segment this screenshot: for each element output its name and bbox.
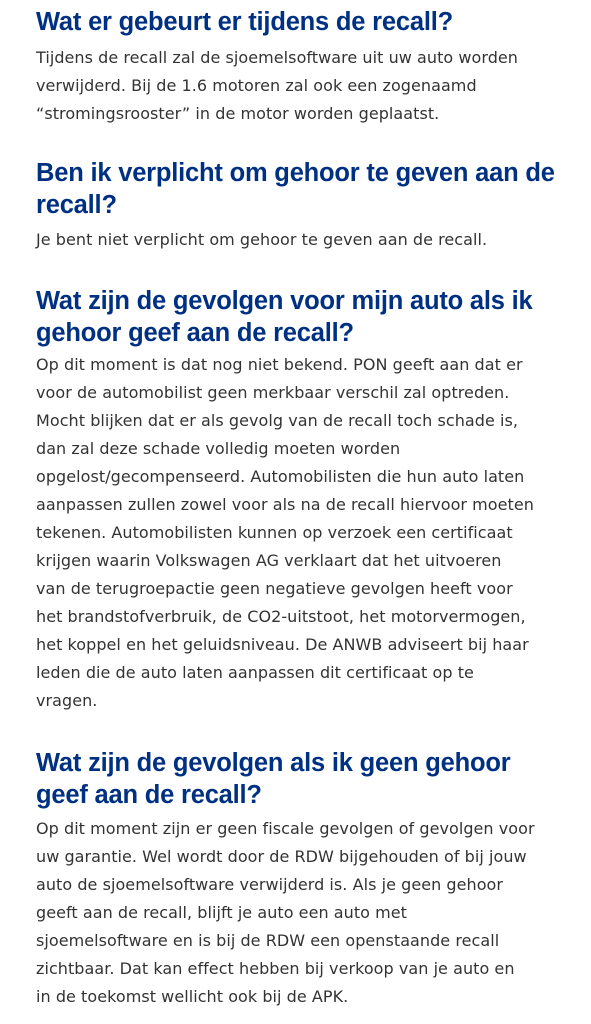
answer-line: Tijdens de recall zal de sjoemelsoftware uit uw auto worden [36,48,518,67]
faq-answer-during-recall [36,44,584,128]
faq-section-consequences-refuse [36,747,584,1011]
answer-line: Je bent niet verplicht om gehoor te geven aan de recall. [36,230,488,249]
heading-line: recall? [36,191,117,219]
faq-answer-consequences-comply [36,351,584,715]
answer-line: in de toekomst wellicht ook bij de APK. [36,987,349,1006]
answer-line: leden die de auto laten aanpassen dit certificaat op te [36,663,474,682]
answer-line: uw garantie. Wel wordt door de RDW bijgehouden of bij jouw [36,847,527,866]
answer-line: Op dit moment is dat nog niet bekend. PON geeft aan dat er [36,355,523,374]
heading-line: Wat zijn de gevolgen voor mijn auto als ik [36,287,533,315]
answer-line: Op dit moment zijn er geen fiscale gevolgen of gevolgen voor [36,819,535,838]
answer-line: vragen. [36,691,98,710]
answer-line: verwijderd. Bij de 1.6 motoren zal ook een zogenaamd [36,76,477,95]
faq-question-consequences-comply [36,285,584,349]
answer-line: dan zal deze schade volledig moeten worden [36,439,401,458]
faq-question-obligation [36,157,584,221]
heading-line: Ben ik verplicht om gehoor te geven aan de [36,159,555,187]
answer-line: van de terugroepactie geen negatieve gevolgen heeft voor [36,579,513,598]
answer-line: het koppel en het geluidsniveau. De ANWB adviseert bij haar [36,635,529,654]
answer-line: zichtbaar. Dat kan effect hebben bij verkoop van je auto en [36,959,515,978]
faq-answer-consequences-refuse [36,815,584,1011]
answer-line: sjoemelsoftware en is bij de RDW een openstaande recall [36,931,500,950]
answer-line: krijgen waarin Volkswagen AG verklaart dat het uitvoeren [36,551,502,570]
faq-section-obligation [36,157,584,254]
answer-line: auto de sjoemelsoftware verwijderd is. Als je geen gehoor [36,875,504,894]
heading-line: gehoor geef aan de recall? [36,319,354,347]
faq-section-during-recall [36,6,584,128]
heading-line: geef aan de recall? [36,781,262,809]
answer-line: Mocht blijken dat er als gevolg van de recall toch schade is, [36,411,518,430]
faq-question-consequences-refuse [36,747,584,811]
answer-line: tekenen. Automobilisten kunnen op verzoek een certificaat [36,523,513,542]
faq-answer-obligation [36,226,584,254]
answer-line: geeft aan de recall, blijft je auto een auto met [36,903,407,922]
answer-line: “stromingsrooster” in de motor worden geplaatst. [36,104,440,123]
faq-section-consequences-comply [36,285,584,715]
answer-line: opgelost/gecompenseerd. Automobilisten die hun auto laten [36,467,525,486]
answer-line: het brandstofverbruik, de CO2-uitstoot, het motorvermogen, [36,607,526,626]
answer-line: voor de automobilist geen merkbaar verschil zal optreden. [36,383,510,402]
heading-line: Wat er gebeurt er tijdens de recall? [36,8,453,36]
faq-question-during-recall [36,6,584,38]
heading-line: Wat zijn de gevolgen als ik geen gehoor [36,749,511,777]
answer-line: aanpassen zullen zowel voor als na de recall hiervoor moeten [36,495,534,514]
